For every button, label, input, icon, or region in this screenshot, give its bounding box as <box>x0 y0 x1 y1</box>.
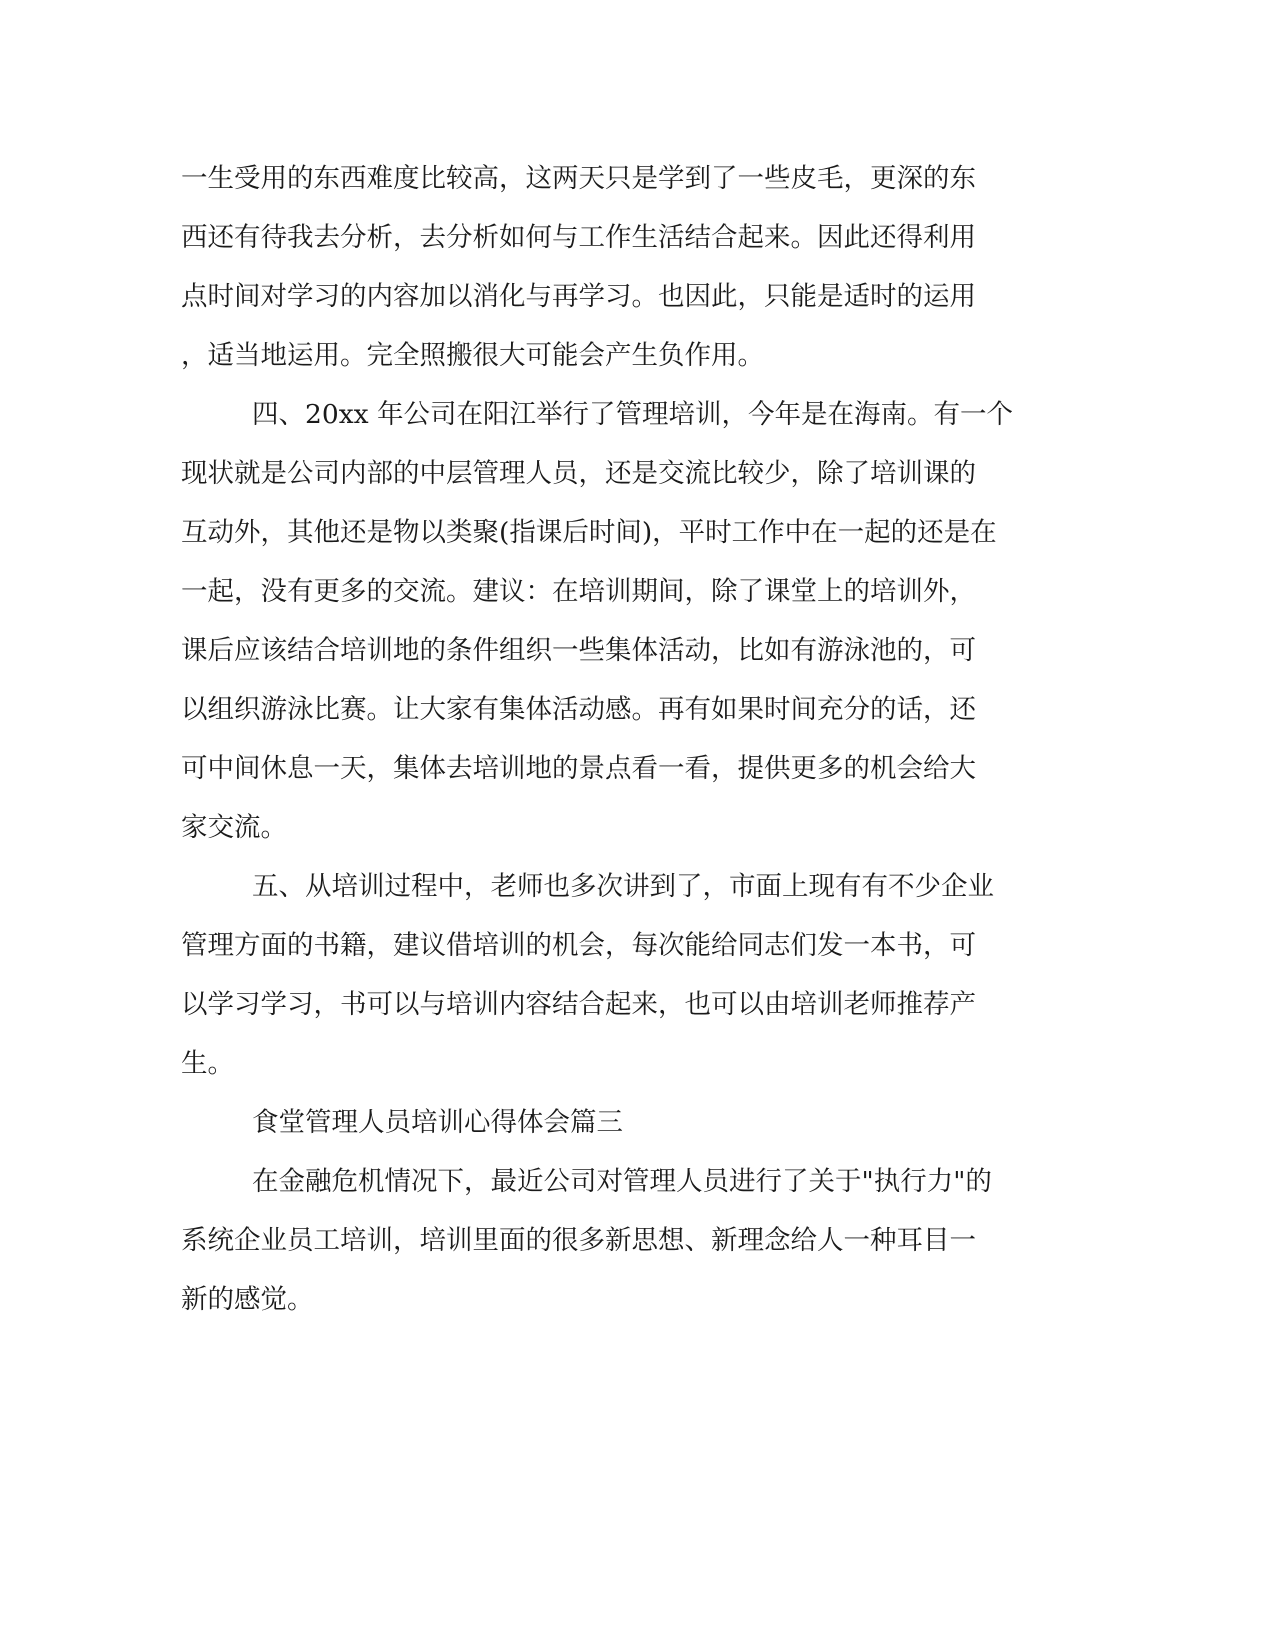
text-line-6: 现状就是公司内部的中层管理人员，还是交流比较少，除了培训课的 <box>181 458 976 489</box>
text-line-8: 一起，没有更多的交流。建议：在培训期间，除了课堂上的培训外， <box>181 576 976 607</box>
text-line-20: 新的感觉。 <box>181 1284 314 1315</box>
text-line-7: 互动外，其他还是物以类聚(指课后时间)，平时工作中在一起的还是在 <box>181 517 997 548</box>
text-line-16: 生。 <box>181 1048 234 1079</box>
text-line-10: 以组织游泳比赛。让大家有集体活动感。再有如果时间充分的话，还 <box>181 694 976 725</box>
text-line-3: 点时间对学习的内容加以消化与再学习。也因此，只能是适时的运用 <box>181 281 976 312</box>
text-line-12: 家交流。 <box>181 812 287 843</box>
text-line-19: 系统企业员工培训，培训里面的很多新思想、新理念给人一种耳目一 <box>181 1225 976 1256</box>
text-line-4: ，适当地运用。完全照搬很大可能会产生负作用。 <box>181 340 764 371</box>
text-line-15: 以学习学习，书可以与培训内容结合起来，也可以由培训老师推荐产 <box>181 989 976 1020</box>
section-heading: 食堂管理人员培训心得体会篇三 <box>252 1107 623 1138</box>
text-line-13: 五、从培训过程中，老师也多次讲到了，市面上现有有不少企业 <box>252 871 994 902</box>
text-line-2: 西还有待我去分析，去分析如何与工作生活结合起来。因此还得利用 <box>181 222 976 253</box>
text-line-18: 在金融危机情况下，最近公司对管理人员进行了关于"执行力"的 <box>252 1166 992 1197</box>
text-line-14: 管理方面的书籍，建议借培训的机会，每次能给同志们发一本书，可 <box>181 930 976 961</box>
text-line-5: 四、20xx 年公司在阳江举行了管理培训，今年是在海南。有一个 <box>252 399 1014 430</box>
text-line-11: 可中间休息一天，集体去培训地的景点看一看，提供更多的机会给大 <box>181 753 976 784</box>
text-line-1: 一生受用的东西难度比较高，这两天只是学到了一些皮毛，更深的东 <box>181 163 976 194</box>
text-line-9: 课后应该结合培训地的条件组织一些集体活动，比如有游泳池的，可 <box>181 635 976 666</box>
